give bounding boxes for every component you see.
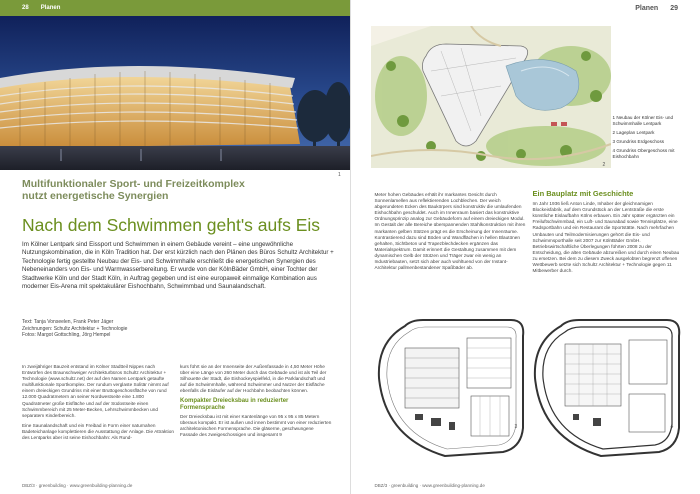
legend-item: 4 Grundriss Obergeschoss mit Eishochbahn bbox=[612, 148, 675, 159]
kicker-line-2: nutzt energetische Synergien bbox=[22, 190, 169, 202]
kicker-line-1: Multifunktionaler Sport- und Freizeitkomplex bbox=[22, 178, 245, 190]
right-page-header bbox=[351, 0, 700, 16]
site-plan-drawing bbox=[371, 26, 611, 168]
credit-text: Text: Tanja Vonseelen, Frank Peter Jäger bbox=[22, 319, 114, 325]
page-number: 29 bbox=[670, 4, 678, 12]
section-label: Planen bbox=[40, 5, 61, 11]
upper-floor-plan bbox=[533, 318, 683, 458]
building-night-photo bbox=[0, 16, 350, 170]
article-title: Nach dem Schwimmen geht's aufs Eis bbox=[22, 215, 321, 235]
subheading: Kompakter Dreiecksbau in reduzierter Formensprache bbox=[180, 398, 289, 411]
figure-number-3: 3 bbox=[514, 424, 518, 430]
body-paragraph: Im Jahr 1936 ließ Anton Linde, Inhaber der gleichnamigen Blockeisfabrik, auf dem Grundstück an der Lentstraße die erste künstliche Eislaufbahn Kölns erbauen. Ein Jahr später ergänzten ein Freiluftschwimmbad, ein Luft- und Saunabad sowie Tennisplätze, eine Radsportbahn und ein Restaurant die Sportstätte. Nach mehrfachen Umbauten und Teilmodernisierungen gehört die Eis- und Schwimmsporthalle seit 2007 zur KölnBäder GmbH. Betriebswirtschaftliche Überlegungen führten 2008 zu der Entscheidung, die alten Gebäude abzureißen und durch einen Neubau zu ersetzen. Bei dem zu diesem Zweck ausgelobten begrenzt offenen Wettbewerb setzte sich Schultz Architektur + Technologie gegen 11 Mitbewerber durch. bbox=[532, 201, 680, 274]
legend-item: 2 Lageplan Lentpark bbox=[612, 130, 655, 135]
right-column-2 bbox=[533, 191, 683, 278]
right-footer: DBZ/3 · greenbuilding · www.greenbuilding-planning.de bbox=[374, 483, 485, 488]
intro-paragraph: Im Kölner Lentpark sind Eissport und Schwimmen in einem Gebäude vereint – eine ungewöhnliche Nutzungskombination, die in Köln Tradition hat. Der erst kürzlich nach den Plänen des Büros Schultz Architektur + Technologie fertig gestellte Neubau der Eis- und Schwimmhalle erschließt die energetischen Synergien des Nebeneinanders von Eis- und Warmwasserbereitung. Er wurde von der KölnBäder GmbH, einer Tochter der Stadtwerke Köln und der Stadt Köln, in Auftrag gegeben und ist eine europaweit einmalige Kombination aus moderner Eis-Arena mit spektakulärer Eishochbahn, Schwimmbad und Saunalandschaft. bbox=[22, 241, 334, 291]
body-paragraph: Eine Saunalandschaft und ein Freibad in Form einer naturnahen Badeteichanlage komplettieren die Ausstattung der Anlage. Die Attraktion des Lentparks aber ist seine Eishochbahn: Als Rund- bbox=[22, 422, 174, 441]
body-paragraph: Meter hohen Gebäudes erhält ihr markantes Gesicht durch Sonnenlamellen aus reflektierenden Lochblechen. Der weich abgerundeten Ecken des Baukörpers sind konstruktiv die umlaufenden Eishochbahn geschuldet. Auch im Innenraum basiert das konstruktive Ordnungsprinzip analog zur Gebäudeform auf einem dreieckigen Modul. Im Gestalt der alle Bereiche überspannenden Stahlkonstruktion mit ihren markanten gelben Stützen prägt es die Erscheinung der Innenräume. Kontrastierend dazu sind Böden und Wandflächen in hellen Blautönen gehalten, Sichtbeton und Trapezblechdecken ergänzen das Materialspektrum. Damit erinnert die Gestaltung zusammen mit dem dynamischen Gelb der Stützen und Träger zwar ein wenig an Industriebauten, setzt sich aber auch wohltuend von der Instant-Architektur pallmenbestandener Spaßbäder ab. bbox=[374, 192, 526, 271]
body-paragraph: kurs führt sie an der Innenseite der Außenfassade in 4,50 Meter Höhe über eine Länge von 260 Meter durch das Gebäude und ist als Teil der Silhouette der Stadt, die Eishockeyspielfeld, in die Parklandschaft und auf die Schwimmhalle, während Schwimmer und Nutzer der Eisfläche ebenfalls die Eisläufer auf der Hochbahn beobachten können. bbox=[180, 364, 327, 394]
legend-item: 1 Neubau der Kölner Eis- und Schwimmhalle Lentpark bbox=[612, 115, 674, 126]
ground-floor-plan bbox=[375, 318, 527, 458]
legend-item: 3 Grundriss Erdgeschoss bbox=[612, 139, 665, 144]
subheading: Ein Bauplatz mit Geschichte bbox=[532, 189, 634, 198]
page-number: 28 bbox=[22, 5, 29, 11]
body-paragraph: In zweijähriger Bauzeit entstand im Kölner Stadtteil Nippes nach Entwürfen des Braunschweiger Architekturbüros Schultz Architektur + Technologie (www.schultz.net) der auf den Namen Lentpark getaufte multifunktionale Sportkomplex. Der rundum verglaste Solitär nimmt auf einem dreieckigen Grundriss mit einer Bruttogeschossfläche von rund 12.000 Quadratmetern an seiner Nordwestseite eine 1.800 Quadratmeter große Eisfläche und auf der Südostseite einen Schwimmbereich mit 25 Meter-Becken, Lehrschwimmbecken und separatem Kinderbereich. bbox=[22, 364, 169, 418]
left-page-header bbox=[0, 0, 350, 16]
credit-drawings: Zeichnungen: Schultz Architektur + Technologie bbox=[22, 325, 128, 332]
figure-legend bbox=[613, 115, 693, 163]
kicker bbox=[22, 178, 342, 202]
body-paragraph: Der Dreiecksbau ist mit einer Kantenlänge von 95 x 95 x 85 Metern überaus kompakt. Er ist außen und innen bestimmt von einer reduzierten architektonischen Formensprache. Die gläserne, geschwungene Fassade des zweigeschossigen und insgesamt 9 bbox=[180, 413, 332, 437]
section-label: Planen bbox=[635, 4, 659, 12]
right-page bbox=[351, 0, 700, 494]
figure-number-2: 2 bbox=[602, 162, 606, 168]
left-footer: DBZ/3 · greenbuilding · www.greenbuilding-planning.de bbox=[22, 483, 133, 488]
figure-number-1: 1 bbox=[338, 172, 341, 178]
credits bbox=[22, 319, 127, 339]
left-column-1 bbox=[22, 364, 174, 445]
left-column-2 bbox=[180, 364, 332, 442]
right-column-1 bbox=[375, 192, 527, 275]
figure-number-4: 4 bbox=[670, 424, 674, 430]
credit-photos: Fotos: Margot Gottschling, Jörg Hempel bbox=[22, 332, 111, 339]
